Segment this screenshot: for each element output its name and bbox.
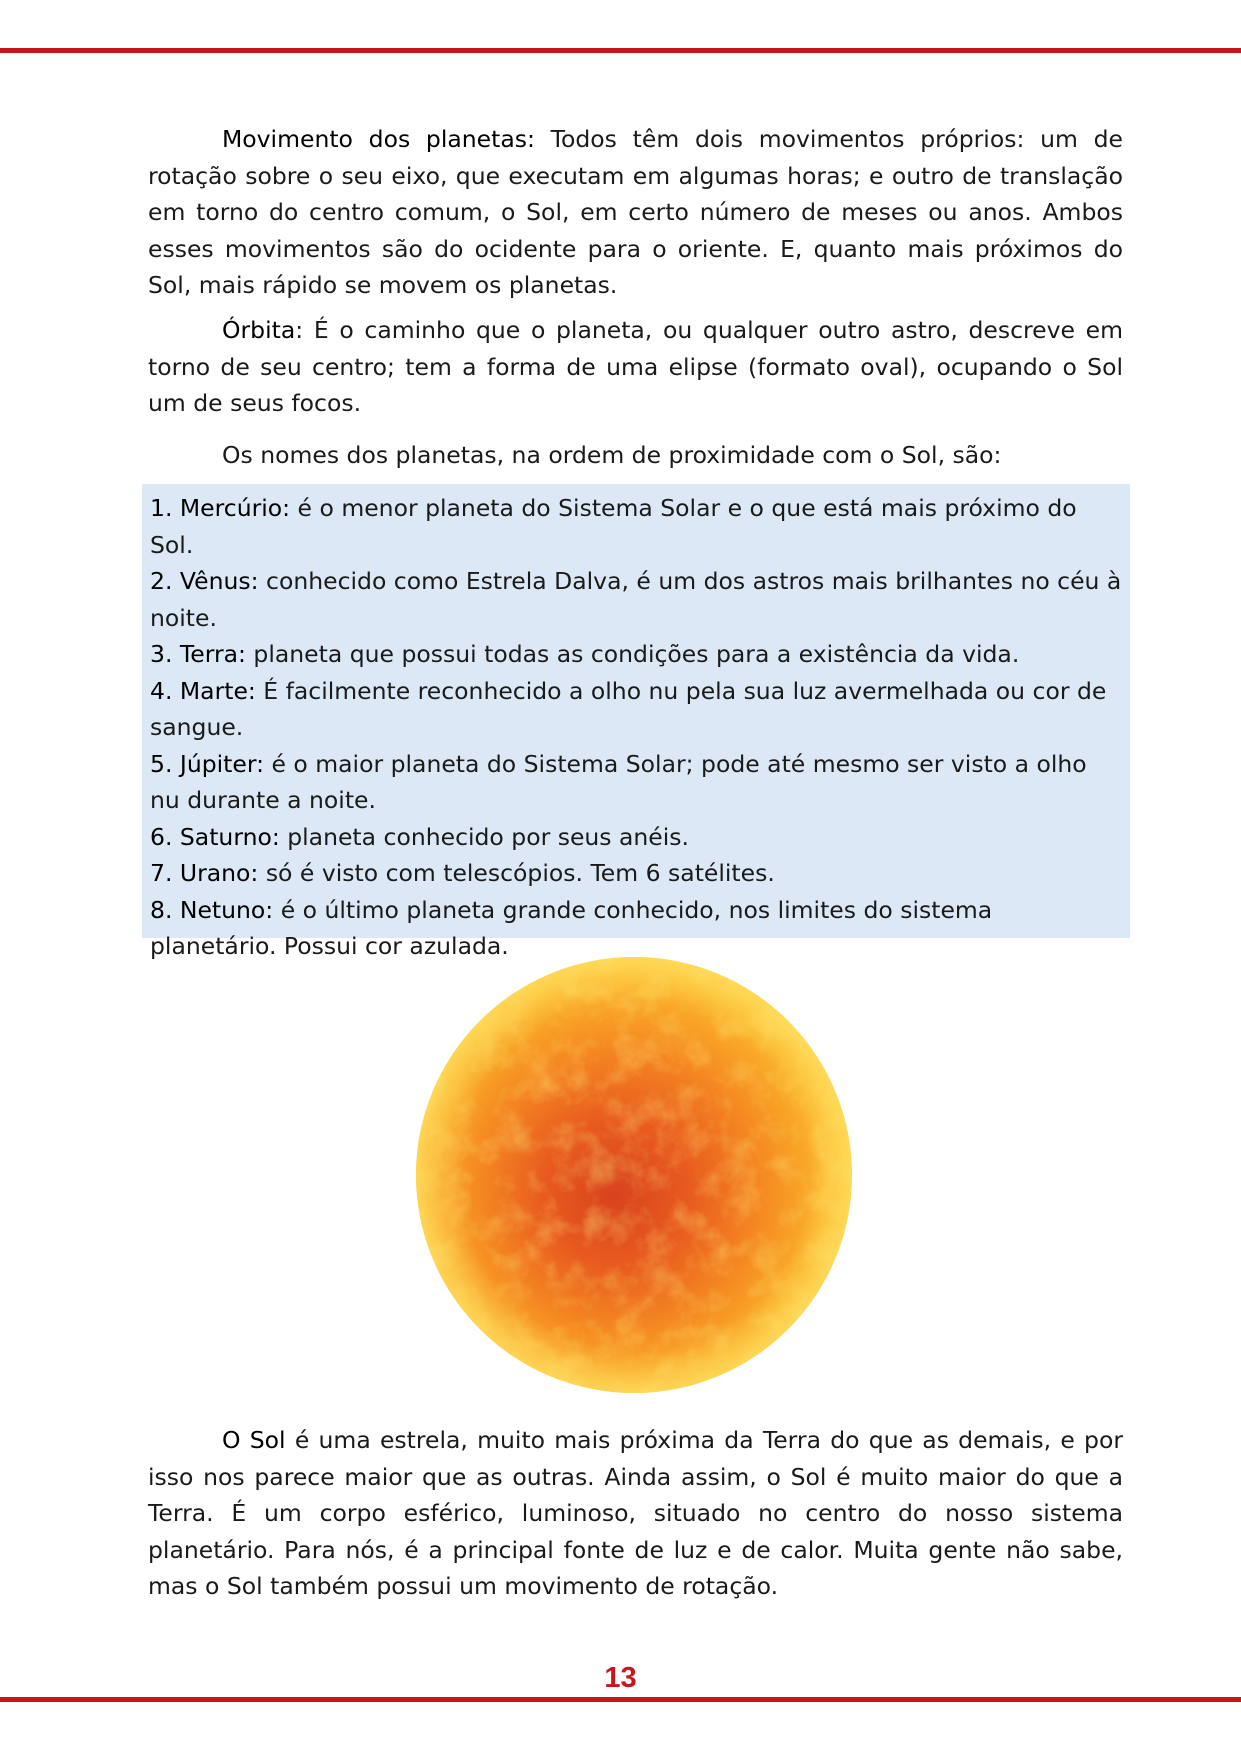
planet-label: 5. Júpiter:: [150, 749, 265, 778]
planet-list: [142, 484, 1130, 965]
paragraph-label: Movimento dos planetas:: [222, 125, 535, 153]
planet-description: É facilmente reconhecido a olho nu pela sua luz avermelhada ou cor de sangue.: [150, 676, 1107, 741]
planet-description: é o menor planeta do Sistema Solar e o que está mais próximo do Sol.: [150, 494, 1077, 559]
paragraph-text: Todos têm dois movimentos próprios: um de rotação sobre o seu eixo, que executam em algumas horas; e outro de translação em torno do centro comum, o Sol, em certo número de meses ou anos. Ambos esses movimentos são do ocidente para o oriente. E, quanto mais próximos do Sol, mais rápido se movem os planetas.: [148, 125, 1123, 299]
bottom-rule: [0, 1697, 1241, 1702]
planet-list-box: [142, 484, 1130, 960]
list-item: [150, 819, 1122, 856]
paragraph-sol: [148, 1422, 1123, 1605]
planet-description: conhecido como Estrela Dalva, é um dos astros mais brilhantes no céu à noite.: [150, 567, 1122, 632]
planet-label: 3. Terra:: [150, 640, 246, 668]
sun-icon: [414, 955, 854, 1395]
planet-description: é o último planeta grande conhecido, nos limites do sistema planetário. Possui cor azulada.: [150, 895, 993, 960]
paragraph-label: O Sol: [222, 1426, 286, 1454]
page-number: 13: [604, 1662, 637, 1694]
list-item: [150, 892, 1122, 965]
list-item: [150, 673, 1122, 746]
sun-illustration: [414, 955, 854, 1395]
list-item: [150, 563, 1122, 636]
list-item: [150, 855, 1122, 892]
planet-label: 8. Netuno:: [150, 895, 274, 924]
paragraph-label: Órbita: [222, 316, 296, 344]
planet-description: só é visto com telescópios. Tem 6 satélites.: [258, 859, 775, 887]
paragraph-movimento: [148, 121, 1123, 304]
planet-description: é o maior planeta do Sistema Solar; pode até mesmo ser visto a olho nu durante a noite.: [150, 749, 1087, 814]
paragraph-list-intro: Os nomes dos planetas, na ordem de proximidade com o Sol, são:: [222, 441, 1002, 469]
planet-label: 7. Urano:: [150, 859, 259, 887]
planet-description: planeta conhecido por seus anéis.: [279, 822, 690, 851]
planet-label: 4. Marte:: [150, 676, 256, 705]
planet-label: 6. Saturno:: [150, 822, 280, 851]
paragraph-text: : É o caminho que o planeta, ou qualquer outro astro, descreve em torno de seu centro; tem a forma de uma elipse (formato oval), ocupando o Sol um de seus focos.: [148, 316, 1123, 417]
list-item: [150, 636, 1122, 673]
list-item: [150, 746, 1122, 819]
paragraph-text: é uma estrela, muito mais próxima da Terra do que as demais, e por isso nos parece maior que as outras. Ainda assim, o Sol é muito maior do que a Terra. É um corpo esférico, luminoso, situado no centro do nosso sistema planetário. Para nós, é a principal fonte de luz e de calor. Muita gente não sabe, mas o Sol também possui um movimento de rotação.: [148, 1426, 1123, 1600]
planet-label: 1. Mercúrio:: [150, 494, 291, 522]
planet-description: planeta que possui todas as condições para a existência da vida.: [245, 640, 1020, 668]
planet-label: 2. Vênus:: [150, 567, 259, 595]
top-rule: [0, 48, 1241, 53]
paragraph-orbita: [148, 312, 1123, 422]
list-item: [150, 490, 1122, 563]
